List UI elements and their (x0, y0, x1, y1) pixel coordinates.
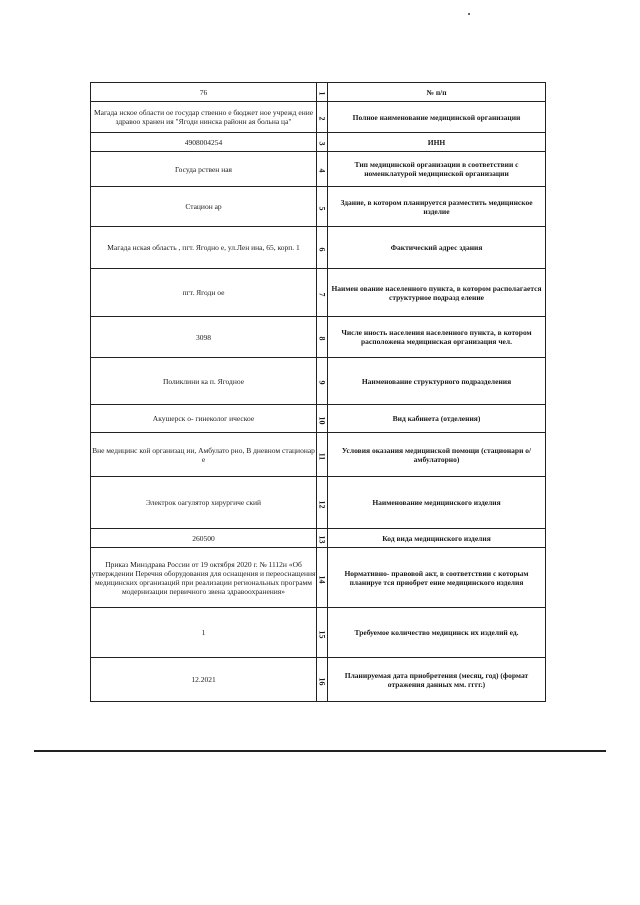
table-row (91, 529, 546, 548)
row-value: Приказ Минздрава России от 19 октября 2020 г. № 1112н «Об утверждении Перечня оборудования для оснащения и переоснащения медицинских организаций при реализации региональных программ модернизации первичного звена здравоохранения» (91, 548, 317, 608)
row-label: Числе нность населения населенного пункта, в котором расположена медицинская организация чел. (328, 317, 546, 358)
row-number: 4 (317, 152, 328, 187)
row-label: Код вида медицинского изделия (328, 529, 546, 548)
row-value: Магада нское области ое государ ственно е бюджет ное учрежд ение здравоо хранен ия "Ягоди нинска районн ая больна ца" (91, 102, 317, 133)
row-number: 15 (317, 608, 328, 658)
row-value: 4908004254 (91, 133, 317, 152)
row-number: 12 (317, 477, 328, 529)
row-label: Тип медицинской организации в соответствии с номенклатурой медицинской организации (328, 152, 546, 187)
row-value: пгт. Ягодн ое (91, 269, 317, 317)
bottom-rule (34, 750, 606, 752)
row-label: Нормативно- правовой акт, в соответствии с которым планируе тся приобрет ение медицинского изделия (328, 548, 546, 608)
row-label: Требуемое количество медицинск их изделий ед. (328, 608, 546, 658)
row-value: 76 (91, 83, 317, 102)
row-label: Фактический адрес здания (328, 227, 546, 269)
table-row (91, 269, 546, 317)
table-row (91, 317, 546, 358)
row-value: Электрок оагулятор хирургиче ский (91, 477, 317, 529)
table-row (91, 133, 546, 152)
row-number: 11 (317, 433, 328, 477)
row-value: 3098 (91, 317, 317, 358)
row-number: 13 (317, 529, 328, 548)
table-row (91, 658, 546, 702)
row-label: Наименование структурного подразделения (328, 358, 546, 405)
row-value: 12.2021 (91, 658, 317, 702)
row-label: Условия оказания медицинской помощи (стационари о/амбулаторно) (328, 433, 546, 477)
row-number: 7 (317, 269, 328, 317)
row-label: Вид кабинета (отделения) (328, 405, 546, 433)
row-value: Госуда рствен ная (91, 152, 317, 187)
table-row (91, 405, 546, 433)
row-number: 1 (317, 83, 328, 102)
row-value: Магада нская область , пгт. Ягодно е, ул.Лен ина, 65, корп. 1 (91, 227, 317, 269)
row-label: Здание, в котором планируется разместить медицинское изделие (328, 187, 546, 227)
table-row (91, 358, 546, 405)
table-row (91, 548, 546, 608)
row-number: 9 (317, 358, 328, 405)
row-number: 8 (317, 317, 328, 358)
row-number: 14 (317, 548, 328, 608)
row-label: Наимен ование населенного пункта, в котором располагается структурное подразд еление (328, 269, 546, 317)
row-value: 260500 (91, 529, 317, 548)
medical-device-table (90, 82, 546, 702)
table-row (91, 187, 546, 227)
row-value: Стацион ар (91, 187, 317, 227)
row-value: Вне медицинс кой организац ии, Амбулато рно, В дневном стационар е (91, 433, 317, 477)
row-label: № п/п (328, 83, 546, 102)
table-row (91, 227, 546, 269)
row-number: 6 (317, 227, 328, 269)
row-number: 3 (317, 133, 328, 152)
row-number: 10 (317, 405, 328, 433)
row-value: Акушерск о- гинеколог ическое (91, 405, 317, 433)
row-label: Полное наименование медицинской организации (328, 102, 546, 133)
row-value: Поликлини ка п. Ягодное (91, 358, 317, 405)
row-value: 1 (91, 608, 317, 658)
table-row (91, 83, 546, 102)
row-number: 5 (317, 187, 328, 227)
table-row (91, 433, 546, 477)
row-number: 2 (317, 102, 328, 133)
table-row (91, 102, 546, 133)
row-number: 16 (317, 658, 328, 702)
row-label: ИНН (328, 133, 546, 152)
page-mark (468, 13, 470, 15)
row-label: Наименование медицинского изделия (328, 477, 546, 529)
table-row (91, 477, 546, 529)
row-label: Планируемая дата приобретения (месяц, год) (формат отражения данных мм. гггг.) (328, 658, 546, 702)
table-row (91, 608, 546, 658)
table-row (91, 152, 546, 187)
